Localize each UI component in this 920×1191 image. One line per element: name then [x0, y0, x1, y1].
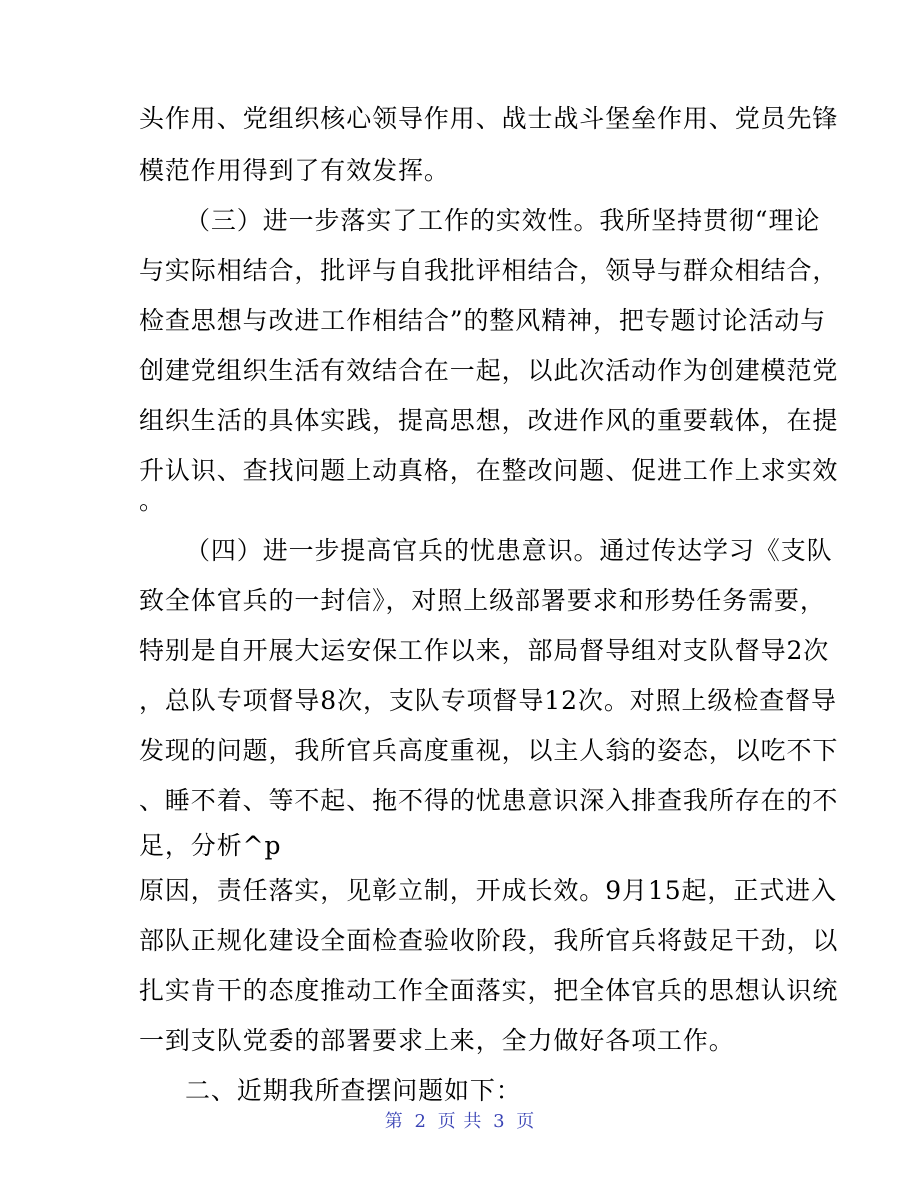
footer-total-pages: 3 — [493, 1111, 506, 1132]
text-line: 、睡不着、等不起、拖不得的忧患意识深入排查我所存在的不 — [139, 786, 839, 815]
text-line: 原因，责任落实，见彰立制，开成长效。9月15起，正式进入 — [139, 876, 837, 905]
text-line: 。 — [139, 486, 165, 515]
text-line: 扎实肯干的态度推动工作全面落实，把全体官兵的思想认识统 — [139, 976, 839, 1005]
text-line: 一到支队党委的部署要求上来，全力做好各项工作。 — [139, 1026, 735, 1055]
text-line: （四）进一步提高官兵的忧患意识。通过传达学习《支队 — [185, 536, 833, 565]
page-footer — [0, 1110, 920, 1134]
text-line: 头作用、党组织核心领导作用、战士战斗堡垒作用、党员先锋 — [139, 104, 839, 133]
text-line: 致全体官兵的一封信》，对照上级部署要求和形势任务需要， — [139, 586, 826, 615]
text-line: 创建党组织生活有效结合在一起，以此次活动作为创建模范党 — [139, 356, 839, 385]
text-line: 模范作用得到了有效发挥。 — [139, 156, 450, 185]
text-line: ，总队专项督导8次，支队专项督导12次。对照上级检查督导 — [139, 686, 837, 715]
text-line: 与实际相结合，批评与自我批评相结合，领导与群众相结合， — [139, 256, 839, 285]
text-line: 发现的问题，我所官兵高度重视，以主人翁的姿态，以吃不下 — [139, 736, 839, 765]
footer-suffix: 页 — [516, 1111, 536, 1132]
text-line: 检查思想与改进工作相结合”的整风精神，把专题讨论活动与 — [139, 306, 827, 335]
footer-prefix: 第 — [384, 1111, 404, 1132]
footer-middle: 页 共 — [437, 1111, 483, 1132]
text-line: （三）进一步落实了工作的实效性。我所坚持贯彻“理论 — [185, 206, 821, 235]
text-line: 组织生活的具体实践，提高思想，改进作风的重要载体，在提 — [139, 406, 839, 435]
text-line: 足，分析^p — [139, 831, 282, 860]
text-line: 特别是自开展大运安保工作以来，部局督导组对支队督导2次 — [139, 636, 830, 665]
text-line: 部队正规化建设全面检查验收阶段，我所官兵将鼓足干劲，以 — [139, 926, 839, 955]
footer-page-number: 2 — [414, 1111, 427, 1132]
text-line: 升认识、查找问题上动真格，在整改问题、促进工作上求实效 — [139, 456, 839, 485]
section-heading: 二、近期我所查摆问题如下： — [185, 1076, 522, 1105]
